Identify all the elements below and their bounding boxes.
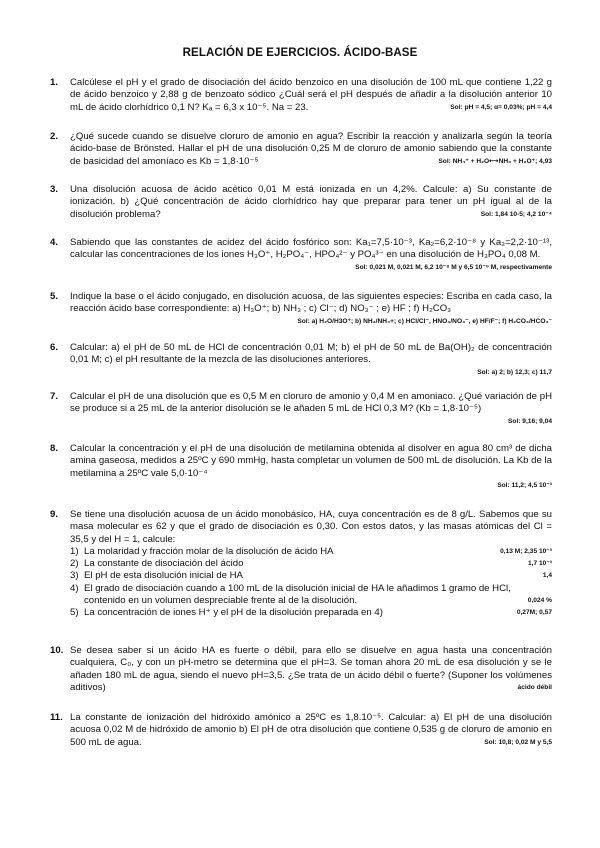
exercise-number: 4. [50, 237, 59, 248]
exercise-1 [50, 77, 552, 114]
exercise-2 [50, 131, 552, 168]
exercise-solution: ácido débil [517, 683, 552, 691]
sub-question-number: 2) [70, 558, 79, 570]
exercise-7 [50, 391, 552, 428]
exercise-text: Una disolución acuosa de ácido acético 0,01 M está ionizada en un 4,2%. Calcule: a) Su constante de ionización. b) ¿Qué concentración de ácido clorhídrico hay que preparar para tener un pH igual al de la disolución problema? [70, 184, 552, 220]
exercise-solution: Sol: 0,021 M, 0,021 M, 6,2 10⁻⁸ M y 6,5 10⁻⁹ M, respectivamente [355, 263, 552, 271]
exercise-text: Calcular el pH de una disolución que es 0,5 M en cloruro de amonio y 0,4 M en amoniaco. ¿Qué variación de pH se produce si a 25 mL de la anterior disolución se le añaden 5 mL de HCl 0,3 M? (Kb = 1,8·10⁻⁵) [70, 391, 552, 415]
sub-question-text: La constante de disociación del ácido [84, 558, 244, 570]
sub-question [70, 607, 552, 619]
exercise-6 [50, 342, 552, 379]
exercise-solution: Sol: NH₄⁺ + H₂O⟷NH₃ + H₃O⁺; 4,93 [438, 157, 552, 165]
exercise-text: Indique la base o el ácido conjugado, en disolución acuosa, de las siguientes especies: Escriba en cada caso, la reacción ácido base correspondiente: a) H₃O⁺; b) NH₃ ; c) Cl⁻; d) NO₃⁻ ; e) HF ; f) H₂CO₃ [70, 291, 552, 315]
sub-question-text: El grado de disociación cuando a 100 mL de la disolución inicial de HA le añadimos 1 gramo de HCl, contenido en un volumen despreciable frente al de la disolución. [84, 582, 511, 607]
exercise-9 [50, 509, 552, 620]
sub-question-solution: 1,7 10⁻³ [527, 560, 552, 568]
sub-question-number: 5) [70, 607, 79, 619]
exercise-number: 7. [50, 391, 59, 402]
exercise-number: 3. [50, 184, 59, 195]
exercise-11 [50, 712, 552, 749]
exercise-solution: Sol: 10,8; 0,02 M y 5,5 [484, 738, 552, 746]
exercise-solution: Sol: 11,2; 4,5 10⁻³ [497, 481, 552, 489]
exercise-number: 10. [50, 645, 64, 656]
sub-question [70, 583, 552, 608]
sub-question-text: El pH de esta disolución inicial de HA [84, 570, 243, 582]
exercise-solution: Sol: pH = 4,5; α= 0,03%; pH = 4,4 [450, 103, 552, 111]
sub-question [70, 546, 552, 558]
exercise-text: Calcular: a) el pH de 50 mL de HCl de concentración 0,01 M; b) el pH de 50 mL de Ba(OH)₂ de concentración 0,01 M; c) el pH resultante de la mezcla de las disoluciones anteriores. [70, 342, 552, 366]
sub-question [70, 570, 552, 582]
sub-question-solution: 1,4 [542, 572, 552, 580]
exercise-3 [50, 184, 552, 221]
exercise-text: Se tiene una disolución acuosa de un ácido monobásico, HA, cuya concentración es de 8 g/L. Sabemos que su masa molecular es 62 y que el grado de disociación es 0,30. Con estos datos, y las masas atómicas del Cl = 35,5 y del H = 1, calcule: [70, 509, 552, 545]
exercise-solution: Sol: 9,16; 9,04 [508, 417, 552, 425]
exercise-number: 5. [50, 291, 59, 302]
sub-question-solution: 0,024 % [527, 596, 552, 604]
exercise-number: 1. [50, 77, 59, 88]
sub-question-number: 4) [70, 582, 79, 594]
exercise-text: Calcular la concentración y el pH de una disolución de metilamina obtenida al disolver en agua 80 cm³ de dicha amina gaseosa, medidos a 25ºC y 690 mmHg, hasta completar un volumen de 500 mL de disolución. La Kb de la metilamina a 25ºC vale 5,0·10⁻⁴ [70, 443, 552, 479]
exercise-number: 9. [50, 509, 59, 520]
exercise-4 [50, 237, 552, 274]
exercise-number: 6. [50, 342, 59, 353]
sub-question [70, 558, 552, 570]
sub-question-text: La molaridad y fracción molar de la disolución de ácido HA [84, 545, 334, 557]
sub-question-number: 1) [70, 545, 79, 557]
exercise-solution: Sol: 1,84 10-5; 4,2 10⁻⁴ [480, 210, 552, 218]
exercise-text: Se desea saber si un ácido HA es fuerte o débil, para ello se disuelve en agua hasta una concentración cualquiera, C₀, y con un pH-metro se determina que el pH=3. Se toman ahora 20 mL de esa disolución y se le añaden 180 mL de agua, siendo el nuevo pH=3,5. ¿Se trata de un ácido débil o fuerte? (Suponer los volúmenes aditivos) [70, 645, 552, 693]
exercise-10 [50, 645, 552, 694]
exercise-solution: Sol: a) H₂O/H3O⁺; b) NH₃/NH₄+; c) HCl/Cl⁻, HNO₃/NO₃⁻, e) HF/F⁻; f) H₂CO₃/HCO₃⁻ [297, 317, 552, 325]
exercise-text: Sabiendo que las constantes de acidez del ácido fosfórico son: Ka₁=7,5·10⁻³, Ka₂=6,2·10⁻⁸ y Ka₃=2,2·10⁻¹³, calcular las concentraciones de los iones H₃O⁺, H₂PO₄⁻, HPO₄²⁻ y PO₄³⁻ en una disolución de H₃PO₄ 0,08 M. [70, 237, 552, 261]
exercise-text: Calcúlese el pH y el grado de disociación del ácido benzoico en una disolución de 100 mL que contiene 1,22 g de ácido benzoico y 2,88 g de benzoato sódico ¿Cuál será el pH después de añadir a la disolución anterior 10 mL de ácido clorhídrico 0,1 N? Kₐ = 6,3 x 10⁻⁵. Na = 23. [70, 77, 552, 113]
sub-question-number: 3) [70, 570, 79, 582]
exercise-text: ¿Qué sucede cuando se disuelve cloruro de amonio en agua? Escribir la reacción y analizarla según la teoría ácido-base de Brönsted. Hallar el pH de una disolución 0,25 M de cloruro de amonio sabiendo que la constante de basicidad del amoníaco es Kb = 1,8·10⁻⁵ [70, 131, 552, 167]
exercise-number: 2. [50, 131, 59, 142]
sub-question-solution: 0,13 M; 2,35 10⁻³ [500, 547, 552, 555]
exercise-8 [50, 443, 552, 492]
sub-question-text: La concentración de iones H⁺ y el pH de la disolución preparada en 4) [84, 607, 383, 619]
sub-question-solution: 0,27M; 0,57 [516, 609, 552, 617]
exercise-5 [50, 291, 552, 328]
exercise-number: 8. [50, 443, 59, 454]
exercise-number: 11. [50, 712, 63, 723]
page-title: RELACIÓN DE EJERCICIOS. ÁCIDO-BASE [182, 47, 418, 59]
exercise-text: La constante de ionización del hidróxido amónico a 25ºC es 1,8.10⁻⁵. Calcular: a) El pH de una disolución acuosa 0,02 M de hidróxido de amonio b) El pH de otra disolución que contiene 0,535 g de cloruro de amonio en 500 mL de agua. [70, 712, 552, 748]
exercise-solution: Sol: a) 2; b) 12,3; c) 11,7 [477, 368, 552, 376]
sub-question-list [70, 546, 552, 620]
